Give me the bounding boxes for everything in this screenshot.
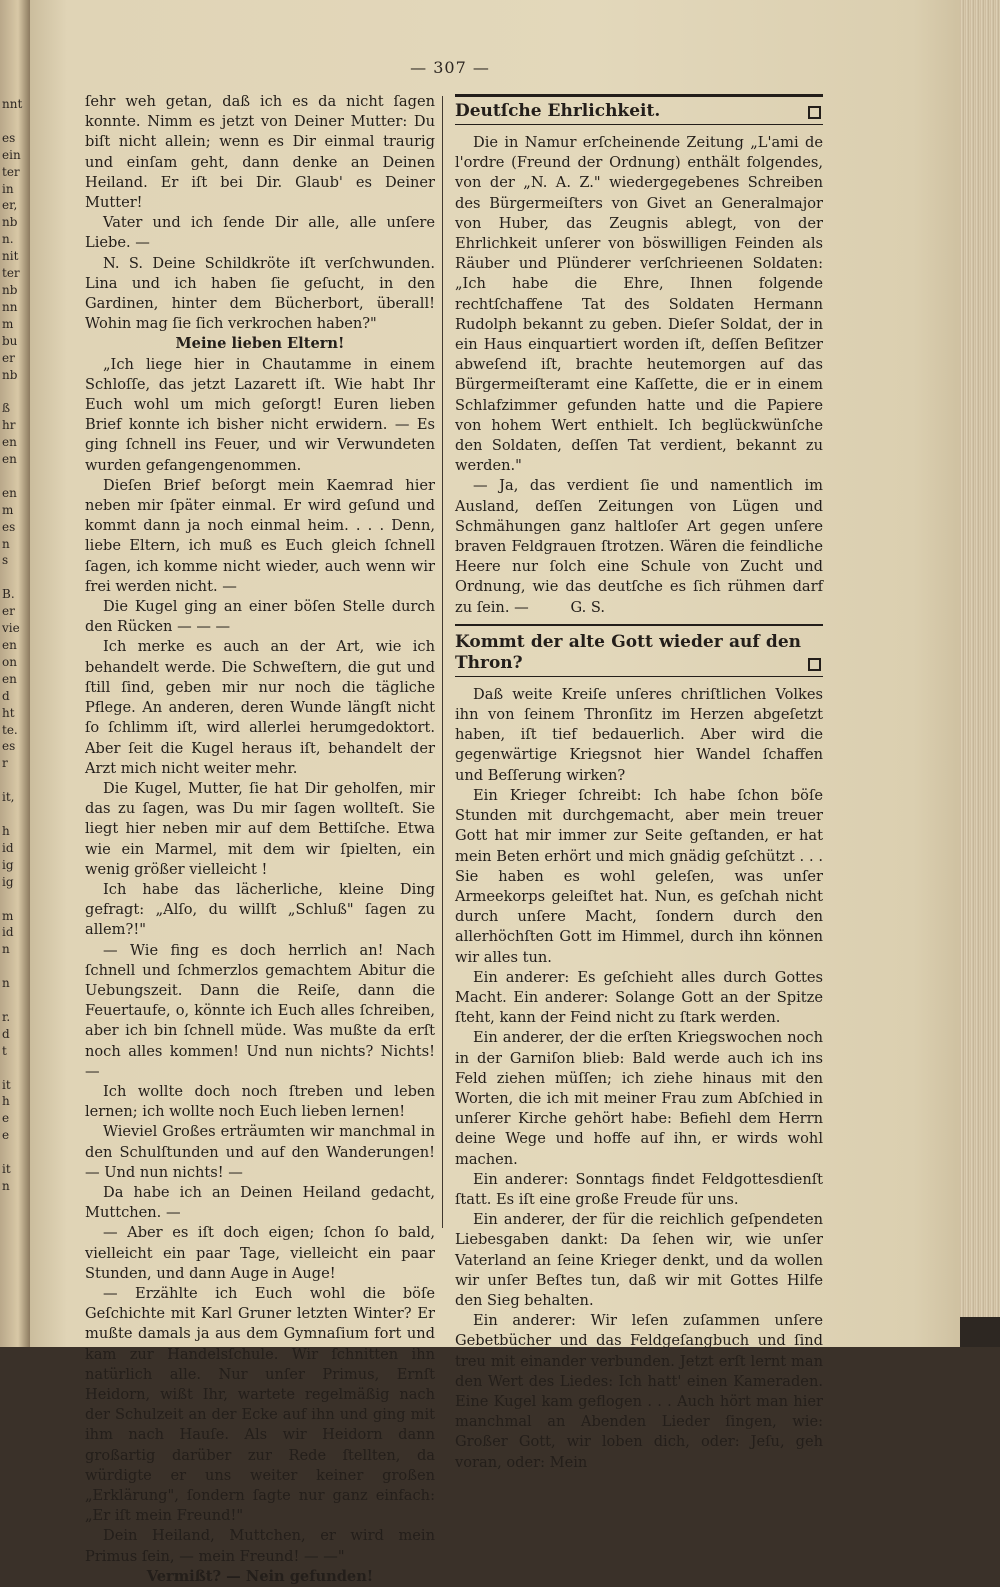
letter-paragraph: — Wie fing es doch herrlich an! Nach ſchnell und ſchmerzlos gemachtem Abitur die Uebungszeit. Dann die Reiſe, dann die Feuertaufe, o, könnte ich Euch alles ſchreiben, aber ich bin ſchnell müde. Was mußte da erſt noch alles kommen! Und nun nichts? Nichts! —: [85, 941, 435, 1080]
letter-salutation: Meine lieben Eltern!: [175, 335, 345, 353]
article-paragraph: Ein anderer, der die erſten Kriegswochen noch in der Garniſon blieb: Bald werde auch ich ins Feld ziehen müſſen; ich ziehe hinaus mit den Worten, die ich mit meiner Frau zum Abſchied in unſerer Kirche gehört habe: Befiehl dem Herrn deine Wege und hoffe auf ihn, er wirds wohl machen.: [455, 1029, 823, 1168]
square-ornament-icon: [808, 658, 821, 671]
section-top-rule: [455, 94, 823, 97]
section-title: Deutſche Ehrlichkeit.: [455, 101, 661, 121]
letter-paragraph: Dein Heiland, Muttchen, er wird mein Primus ſein, — mein Freund! — —": [85, 1527, 435, 1565]
article-paragraph: — Ja, das verdient ſie und namentlich im Ausland, deſſen Zeitungen von Lügen und Schmähungen ganz haltloſer Art gegen unſere braven Feldgrauen ſtrotzen. Wären die feindliche Heere nur ſolch eine Schule von Zucht und Ordnung, wie das deutſche es ſich rühmen darf zu ſein. — G. S.: [455, 477, 828, 616]
letter-paragraph: Die Kugel, Mutter, ſie hat Dir geholfen, mir das zu ſagen, was Du mir ſagen wollteſt. Sie liegt hier neben mir auf dem Bettiſche. Etwa wie ein Marmel, mit dem wir ſpielten, ein wenig größer vielleicht !: [85, 779, 435, 878]
article-paragraph: Ein anderer: Wir leſen zuſammen unſere Gebetbücher und das Feldgeſangbuch und ſind treu mit einander verbunden. Jetzt erſt lernt man den Wert des Liedes: Ich hatt' einen Kameraden. Eine Kugel kam geflogen . . . Auch hört man hier manchmal an Abenden Lieder ſingen, wie: Großer Gott, wir loben dich, oder: Jeſu, geh voran, oder: Mein: [455, 1312, 823, 1471]
section-title: Kommt der alte Gott wieder auf den Thron?: [455, 631, 801, 673]
page-number: — 307 —: [410, 58, 490, 77]
letter-paragraph: Die Kugel ging an einer böſen Stelle durch den Rücken — — —: [85, 598, 435, 636]
letter-paragraph: — Erzählte ich Euch wohl die böſe Geſchichte mit Karl Gruner letzten Winter? Er mußte damals ja aus dem Gymnaſium fort und kam zur Handelsſchule. Wir ſchnitten ihn natürlich alle. Nur unſer Primus, Ernſt Heidorn, wißt Ihr, wartete regelmäßig nach der Schulzeit an der Ecke auf ihn und ging mit ihm nach Hauſe. Als wir Heidorn dann großartig darüber zur Rede ſtellten, da würdigte er uns weiter keiner großen „Erklärung", ſondern ſagte nur ganz einfach: „Er iſt mein Freund!": [85, 1284, 435, 1525]
book-page: [30, 0, 960, 1585]
section-rule: [455, 676, 823, 677]
letter-paragraph: Da habe ich an Deinen Heiland gedacht, Muttchen. —: [85, 1183, 435, 1222]
letter-paragraph: N. S. Deine Schildkröte iſt verſchwunden. Lina und ich haben ſie geſucht, in den Gardinen, hinter dem Bücherbort, überall! Wohin mag ſie ſich verkrochen haben?": [85, 254, 435, 333]
article-paragraph: Die in Namur erſcheinende Zeitung „L'ami de l'ordre (Freund der Ordnung) enthält folgendes, von der „N. A. Z." wiedergegebenes Schreiben des Bürgermeiſters von Givet an Generalmajor von Huber, das Zeugnis ablegt, von der Ehrlichkeit unſerer von böswilligen Feinden als Räuber und Plünderer verſchrieenen Soldaten: „Ich habe die Ehre, Ihnen folgende rechtſchaffene Tat des Soldaten Hermann Rudolph bekannt zu geben. Dieſer Soldat, der in ein Haus einquartiert worden iſt, deſſen Beſitzer abweſend iſt, brachte heutemorgen auf das Bürgermeiſteramt eine Kaſſette, die er in einem Schlafzimmer gefunden hatte und die Papiere von hohem Wert enthielt. Ich beglückwünſche den Soldaten, deſſen Tat verdient, bekannt zu werden.": [455, 134, 823, 475]
letter-paragraph: Dieſen Brief beſorgt mein Kaemrad hier neben mir ſpäter einmal. Er wird geſund und kommt dann ja noch einmal heim. . . . Denn, liebe Eltern, ich muß es Euch gleich ſchnell ſagen, ich komme nicht wieder, auch wenn wir frei werden nicht. —: [85, 476, 435, 595]
letter-paragraph: Ich habe das lächerliche, kleine Ding gefragt: „Alſo, du willſt „Schluß" ſagen zu allem?!": [85, 880, 435, 939]
column-divider: [442, 96, 443, 1228]
letter-paragraph: Wieviel Großes erträumten wir manchmal in den Schulſtunden und auf den Wanderungen! — Und nun nichts! —: [85, 1123, 435, 1181]
binding-shadow: [960, 1317, 1000, 1347]
article-paragraph: Ein anderer: Es geſchieht alles durch Gottes Macht. Ein anderer: Solange Gott an der Spitze ſteht, kann der Feind nicht zu ſtark werden.: [455, 968, 823, 1027]
facing-page-edge: [0, 0, 30, 1347]
section-heading: [455, 101, 823, 122]
article-paragraph: Ein Krieger ſchreibt: Ich habe ſchon böſe Stunden mit durchgemacht, aber mein treuer Gott hat mir immer zur Seite geſtanden, er hat mein Beten erhört und mich gnädig geſchützt . . . Sie haben es wohl geleſen, was unſer Armeekorps geleiſtet hat. Nun, es geſchah nicht durch unſere Macht, ſondern durch den allerhöchſten Gott im Himmel, durch ihn können wir alles tun.: [455, 786, 823, 966]
article-paragraph: Daß weite Kreiſe unſeres chriſtlichen Volkes ihn von ſeinem Thronſitz im Herzen abgeſetzt haben, iſt tief bedauerlich. Aber wird die gegenwärtige Kriegsnot hier Wandel ſchaffen und Beſſerung wirken?: [455, 685, 823, 784]
left-column: [85, 92, 435, 1587]
facing-page-text-fragments: nnt es ein ter in er, nb n. nit ter nb nn m bu er nb ß hr en en en m es n s B. er vie en on en d ht te. es r it, h id ig ig m id n n r. d t it h e e it n: [2, 97, 23, 1193]
right-column: [455, 92, 828, 1473]
book-page-stack-edge: [960, 0, 1000, 1347]
section-heading: [455, 632, 823, 674]
letter-paragraph: — Aber es iſt doch eigen; ſchon ſo bald, vielleicht ein paar Tage, vielleicht ein paar Stunden, und dann Auge in Auge!: [85, 1224, 435, 1282]
article-signoff: Vermißt? — Nein gefunden!: [146, 1567, 374, 1585]
section-rule: [455, 124, 823, 125]
article-paragraph: Ein anderer: Sonntags findet Feldgottesdienſt ſtatt. Es iſt eine große Freude für uns.: [455, 1170, 823, 1208]
letter-paragraph: „Ich liege hier in Chautamme in einem Schloſſe, das jetzt Lazarett iſt. Wie habt Ihr Euch wohl um mich geſorgt! Euren lieben Brief konnte ich bisher nicht erwidern. — Es ging ſchnell ins Feuer, und wir Verwundeten wurden gefangengenommen.: [85, 355, 435, 474]
letter-paragraph: Ich merke es auch an der Art, wie ich behandelt werde. Die Schweſtern, die gut und ſtill ſind, geben mir nur noch die tägliche Pflege. An anderen, deren Wunde längſt nicht ſo ſchlimm iſt, wird allerlei herumgedoktort. Aber ſeit die Kugel heraus iſt, behandelt der Arzt mich nicht weiter mehr.: [85, 638, 435, 777]
letter-paragraph: Vater und ich ſende Dir alle, alle unſere Liebe. —: [85, 214, 435, 252]
letter-paragraph: ſehr weh getan, daß ich es da nicht ſagen konnte. Nimm es jetzt von Deiner Mutter: Du biſt nicht allein; wenn es Dir einmal traurig und einſam geht, dann denke an Deinen Heiland. Er iſt bei Dir. Glaub' es Deiner Mutter!: [85, 93, 435, 212]
square-ornament-icon: [808, 106, 821, 119]
letter-paragraph: Ich wollte doch noch ſtreben und leben lernen; ich wollte noch Euch lieben lernen!: [85, 1082, 435, 1121]
article-paragraph: Ein anderer, der für die reichlich geſpendeten Liebesgaben dankt: Da ſehen wir, wie unſer Vaterland an ſeine Krieger denkt, und da wollen wir unſer Beſtes tun, daß wir mit Gottes Hilfe den Sieg behalten.: [455, 1211, 823, 1309]
section-divider-rule: [455, 624, 823, 626]
